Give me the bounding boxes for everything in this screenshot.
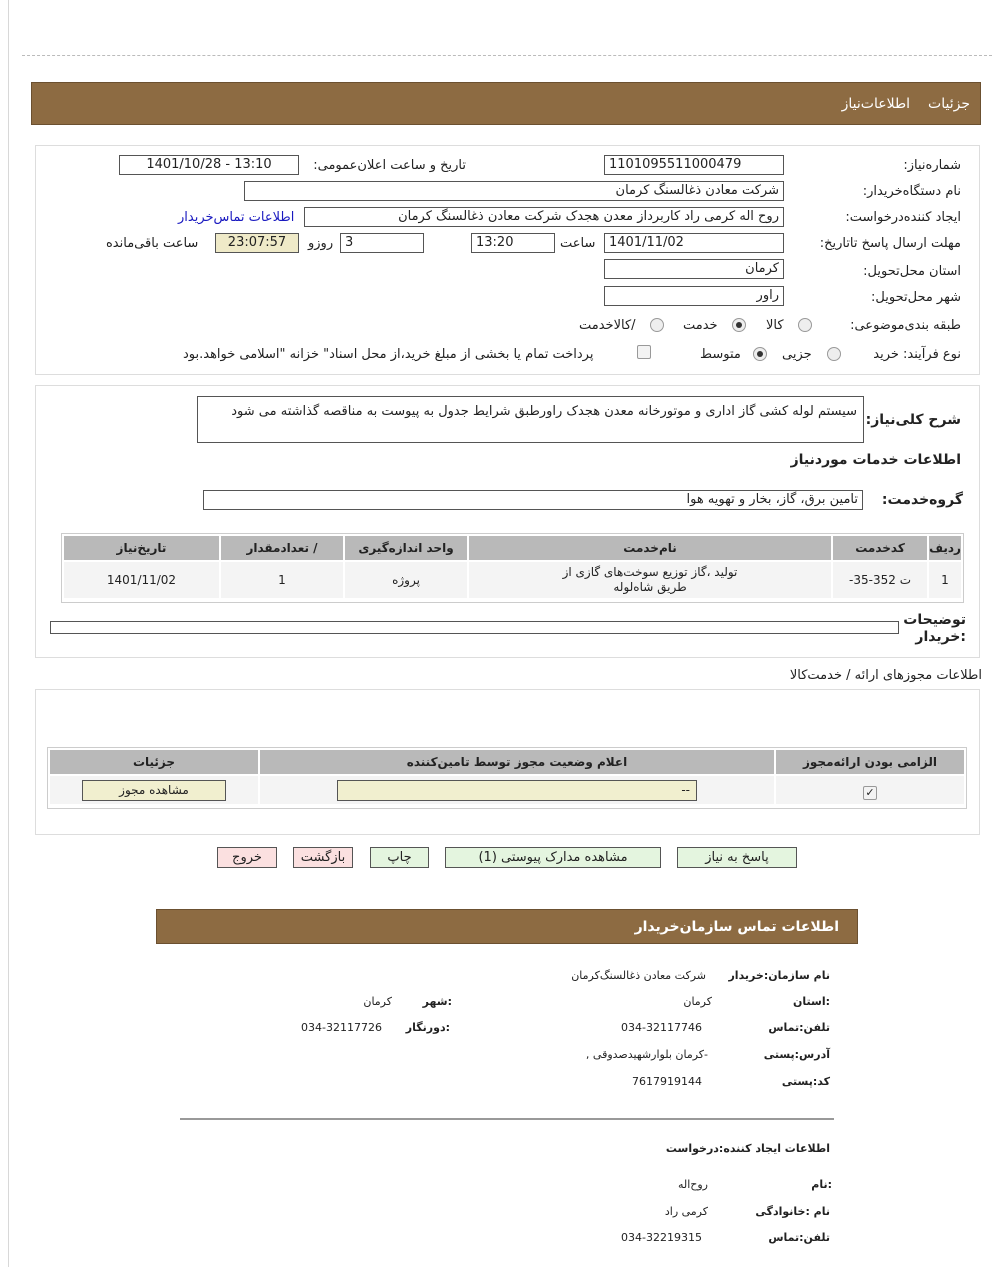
view-permit-button[interactable]: مشاهده مجوز	[82, 780, 226, 801]
row-qty: 1	[220, 561, 344, 599]
col-row-header: ردیف	[928, 535, 962, 561]
creator-name-value: روح‌اله	[677, 1178, 708, 1191]
contact-address-value: -کرمان بلوار‌شهید‌صدوقی ,	[585, 1048, 708, 1061]
row-index: 1	[928, 561, 962, 599]
table-row	[49, 775, 965, 805]
table-row	[63, 561, 962, 599]
contact-province-label: :استان	[793, 995, 830, 1008]
creator-phone-value: 034-32219315	[621, 1231, 702, 1244]
services-table	[62, 534, 963, 600]
buyer-org-field: شرکت معادن ذغالسنگ کرمان	[244, 181, 784, 201]
contact-divider	[180, 1118, 834, 1120]
days-field: 3	[340, 233, 424, 253]
requester-label: ایجاد کننده‌درخواست:	[845, 210, 961, 225]
city-field: راور	[604, 286, 784, 306]
services-section-title: اطلاعات خدمات موردنیاز	[790, 452, 961, 468]
breadcrumb-details[interactable]: جزئیات	[928, 96, 970, 112]
creator-name-label: :نام	[811, 1178, 832, 1191]
announce-field: 1401/10/28 - 13:10	[119, 155, 299, 175]
remaining-label: ساعت باقی‌مانده	[106, 236, 199, 251]
treasury-payment-checkbox[interactable]	[637, 345, 651, 359]
province-label: استان محل‌تحویل:	[863, 264, 961, 279]
buyer-notes-field	[50, 621, 899, 634]
province-field: کرمان	[604, 259, 784, 279]
buyer-org-label: نام دستگاه‌خریدار:	[862, 184, 961, 199]
contact-fax-value: 034-32117726	[301, 1021, 382, 1034]
page-left-border	[8, 0, 9, 1267]
need-number-field: 1101095511000479	[604, 155, 784, 175]
remaining-time-field: 23:07:57	[215, 233, 299, 253]
process-type-label: نوع فرآیند: خرید	[873, 347, 961, 362]
permits-table-wrap	[47, 747, 967, 809]
contact-address-label: آدرس:پستی	[763, 1048, 830, 1061]
need-number-label: شماره‌نیاز:	[903, 158, 961, 173]
contact-org-value: شرکت معادن ذغالسنگ‌کرمان	[571, 969, 706, 982]
row-name	[468, 561, 832, 599]
row-code: ت 352-35-	[832, 561, 928, 599]
permit-details-cell	[49, 775, 259, 805]
contact-phone-value: 034-32117746	[621, 1021, 702, 1034]
print-button[interactable]: چاپ	[370, 847, 429, 868]
category-service-radio[interactable]	[732, 318, 746, 332]
contact-city-label: :شهر	[422, 995, 452, 1008]
permit-required-cell	[775, 775, 965, 805]
contact-province-value: کرمان	[683, 995, 712, 1008]
contact-title: اطلاعات تماس سازمان‌خریدار	[634, 919, 839, 935]
row-unit: پروژه	[344, 561, 468, 599]
service-group-label: گروه‌خدمت:	[881, 492, 963, 508]
need-info-panel	[35, 145, 980, 375]
contact-org-label: نام سازمان:خریدار	[728, 969, 830, 982]
deadline-time-label: ساعت	[560, 236, 596, 251]
deadline-time-field: 13:20	[471, 233, 555, 253]
col-code-header: کدخدمت	[832, 535, 928, 561]
category-service-label: خدمت	[683, 318, 718, 333]
process-partial-label: جزیی	[782, 347, 812, 362]
deadline-date-field: 1401/11/02	[604, 233, 784, 253]
permit-status-field: --	[337, 780, 697, 801]
city-label: شهر محل‌تحویل:	[871, 290, 961, 305]
page-header-bar	[31, 82, 981, 125]
row-date: 1401/11/02	[63, 561, 220, 599]
reply-button[interactable]: پاسخ به نیاز	[677, 847, 797, 868]
col-unit-header: واحد اندازه‌گیری	[344, 535, 468, 561]
creator-phone-label: تلفن:تماس	[768, 1231, 830, 1244]
permit-details-header: جزئیات	[49, 749, 259, 775]
category-goods-radio[interactable]	[798, 318, 812, 332]
contact-postal-value: 7617919144	[632, 1075, 702, 1088]
contact-phone-label: تلفن:تماس	[768, 1021, 830, 1034]
announce-label: تاریخ و ساعت اعلان‌عمومی:	[313, 158, 466, 173]
deadline-label: مهلت ارسال پاسخ تا‌تاریخ:	[819, 236, 961, 251]
category-goods-service-label: /کالاخدمت	[579, 318, 636, 333]
permit-required-header: الزامی بودن ارائه‌مجوز	[775, 749, 965, 775]
services-table-wrap	[61, 533, 964, 603]
category-label: طبقه بندی‌موضوعی:	[850, 318, 961, 333]
row-name-text: تولید ،گاز توزیع سوخت‌های گازی از طریق شاه‌لوله	[562, 565, 738, 594]
requester-field: روح اله کرمی راد کاربرداز معدن هجدک شرکت معادن ذغالسنگ کرمان	[304, 207, 784, 227]
buyer-contact-link[interactable]: اطلاعات تماس‌خریدار	[178, 210, 295, 225]
category-goods-label: کالا	[766, 318, 784, 333]
treasury-payment-note: پرداخت تمام یا بخشی از مبلغ خرید،از محل اسناد" خزانه "اسلامی خواهد.بود	[183, 347, 594, 362]
process-partial-radio[interactable]	[827, 347, 841, 361]
permit-status-cell	[259, 775, 775, 805]
col-date-header: تاریخ‌نیاز	[63, 535, 220, 561]
process-medium-radio[interactable]	[753, 347, 767, 361]
creator-family-value: کرمی راد	[664, 1205, 708, 1218]
permit-status-header: اعلام وضعیت مجوز توسط تامین‌کننده	[259, 749, 775, 775]
creator-title: اطلاعات ایجاد کننده:درخواست	[665, 1142, 830, 1155]
breadcrumb-info[interactable]: اطلاعات‌نیاز	[841, 96, 910, 112]
permits-title: اطلاعات مجوزهای ارائه / خدمت‌کالا	[789, 668, 982, 683]
col-qty-header: / تعدادمقدار	[220, 535, 344, 561]
permits-table	[48, 748, 966, 806]
back-button[interactable]: بازگشت	[293, 847, 353, 868]
view-attachments-button[interactable]: مشاهده مدارک پیوستی (1)	[445, 847, 661, 868]
buyer-notes-label: توضیحات :خریدار	[903, 612, 966, 645]
contact-postal-label: کد:پستی	[781, 1075, 830, 1088]
process-medium-label: متوسط	[700, 347, 741, 362]
col-name-header: نام‌خدمت	[468, 535, 832, 561]
top-divider	[22, 55, 992, 56]
exit-button[interactable]: خروج	[217, 847, 277, 868]
contact-header-bar	[156, 909, 858, 944]
description-text: سیستم لوله کشی گاز اداری و موتورخانه معدن هجدک راورطبق شرایط جدول به پیوست به مناقصه گذاشته می شود	[197, 396, 864, 443]
days-label: روزو	[308, 236, 334, 251]
contact-city-value: کرمان	[363, 995, 392, 1008]
service-group-field: تامین برق، گاز، بخار و تهویه هوا	[203, 490, 863, 510]
contact-fax-label: :دورنگار	[405, 1021, 450, 1034]
description-label: شرح کلی‌نیاز:	[865, 412, 961, 428]
permit-required-checkbox[interactable]: ✓	[863, 786, 877, 800]
category-goods-service-radio[interactable]	[650, 318, 664, 332]
creator-family-label: نام :خانوادگی	[755, 1205, 830, 1218]
